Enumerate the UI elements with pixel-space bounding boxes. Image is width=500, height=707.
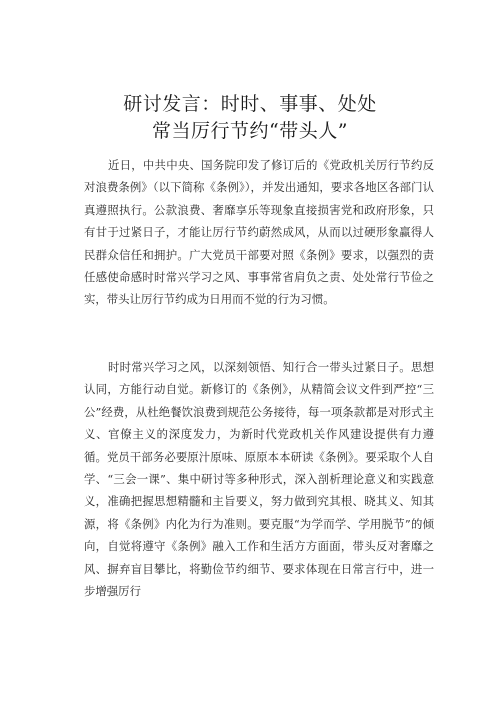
paragraph-1: 近日，中共中央、国务院印发了修订后的《党政机关厉行节约反对浪费条例》（以下简称《条例》），并发出通知，要求各地区各部门认真遵照执行。公款浪费、奢靡享乐等现象直接损害党和政府形象，只有甘于过紧日子，才能让厉行节约蔚然成风，从而以过硬形象赢得人民群众信任和拥护。广大党员干部要对照《条例》要求，以强烈的责任感使命感时时常兴学习之风、事事常省肩负之责、处处常行节俭之实，带头让厉行节约成为日用而不觉的行为习惯。 xyxy=(84,158,434,307)
document-title-line-2: 常当厉行节约“带头人” xyxy=(152,120,348,142)
paragraph-2: 时时常兴学习之风，以深刻领悟、知行合一带头过紧日子。思想认同，方能行动自觉。新修订的《条例》，从精简会议文件到严控“三公”经费，从杜绝餐饮浪费到规范公务接待，每一项条款都是对形式主义、官僚主义的深度发力，为新时代党政机关作风建设提供有力遵循。党员干部务必要原汁原味、原原本本研读《条例》。要采取个人自学、“三会一课”、集中研讨等多种形式，深入剖析理论意义和实践意义，准确把握思想精髓和主旨要义，努力做到究其根、晓其义、知其源，将《条例》内化为行为准则。要克服“为学而学、学用脱节”的倾向，自觉将遵守《条例》融入工作和生活方方面面，带头反对奢靡之风、摒弃盲目攀比，将勤俭节约细节、要求体现在日常言行中，进一步增强厉行 xyxy=(84,360,434,599)
document-title-line-1: 研讨发言：时时、事事、处处 xyxy=(123,93,377,115)
